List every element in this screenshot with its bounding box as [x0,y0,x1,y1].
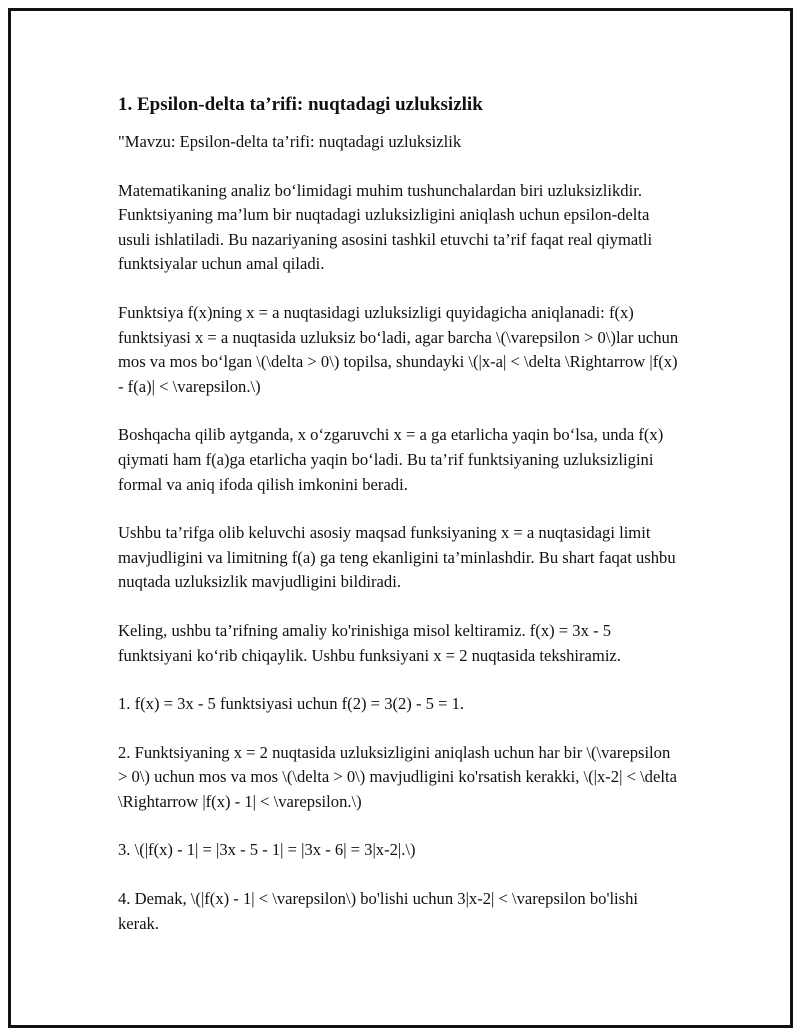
paragraph-example-intro: Keling, ushbu ta’rifning amaliy ko'rinishiga misol keltiramiz. f(x) = 3x - 5 funktsiyani ko‘rib chiqaylik. Ushbu funksiyani x = 2 nuqtasida tekshiramiz. [118,620,621,665]
list-item-step-3: 3. \(|f(x) - 1| = |3x - 5 - 1| = |3x - 6| = 3|x-2|.\) [118,840,416,860]
paragraph-intro: Matematikaning analiz bo‘limidagi muhim tushunchalardan biri uzluksizlikdir. Funktsiyaning ma’lum bir nuqtadagi uzluksizligini aniqlash uchun epsilon-delta usuli ishlatiladi. Bu nazariyaning asosini tashkil etuvchi ta’rif faqat real qiymatli funktsiyalar uchun amal qiladi. [118,180,653,274]
list-item-step-4: 4. Demak, \(|f(x) - 1| < \varepsilon\) bo'lishi uchun 3|x-2| < \varepsilon bo'lishi kerak. [118,889,639,933]
paragraph-explanation: Boshqacha qilib aytganda, x o‘zgaruvchi x = a ga etarlicha yaqin bo‘lsa, unda f(x) qiymati ham f(a)ga etarlicha yaqin bo‘ladi. Bu ta’rif funktsiyaning uzluksizligini formal va aniq ifoda qilish imkonini beradi. [118,425,664,494]
topic-line: "Mavzu: Epsilon-delta ta’rifi: nuqtadagi uzluksizlik [118,132,462,151]
paragraph-purpose: Ushbu ta’rifga olib keluvchi asosiy maqsad funksiyaning x = a nuqtasidagi limit mavjudligini va limitning f(a) ga teng ekanligini ta’minlashdir. Bu shart faqat ushbu nuqtada uzluksizlik mavjudligini bildiradi. [118,523,676,592]
paragraph-definition: Funktsiya f(x)ning x = a nuqtasidagi uzluksizligi quyidagicha aniqlanadi: f(x) funktsiyasi x = a nuqtasida uzluksiz bo‘ladi, agar barcha \(\varepsilon > 0\)lar uchun mos va mos bo‘lgan \(\delta > 0\) topilsa, shundayki \(|x-a| < \delta \Rightarrow |f(x) - f(a)| < \varepsilon.\) [118,302,679,396]
document-body [118,92,683,960]
list-item-step-2: 2. Funktsiyaning x = 2 nuqtasida uzluksizligini aniqlash uchun har bir \(\varepsilon > 0\) uchun mos va mos \(\delta > 0\) mavjudligini ko'rsatish kerakki, \(|x-2| < \delta \Rightarrow |f(x) - 1| < \varepsilon.\) [118,742,677,811]
list-item-step-1: 1. f(x) = 3x - 5 funktsiyasi uchun f(2) = 3(2) - 5 = 1. [118,694,465,714]
page-title: 1. Epsilon-delta ta’rifi: nuqtadagi uzluksizlik [118,94,483,115]
